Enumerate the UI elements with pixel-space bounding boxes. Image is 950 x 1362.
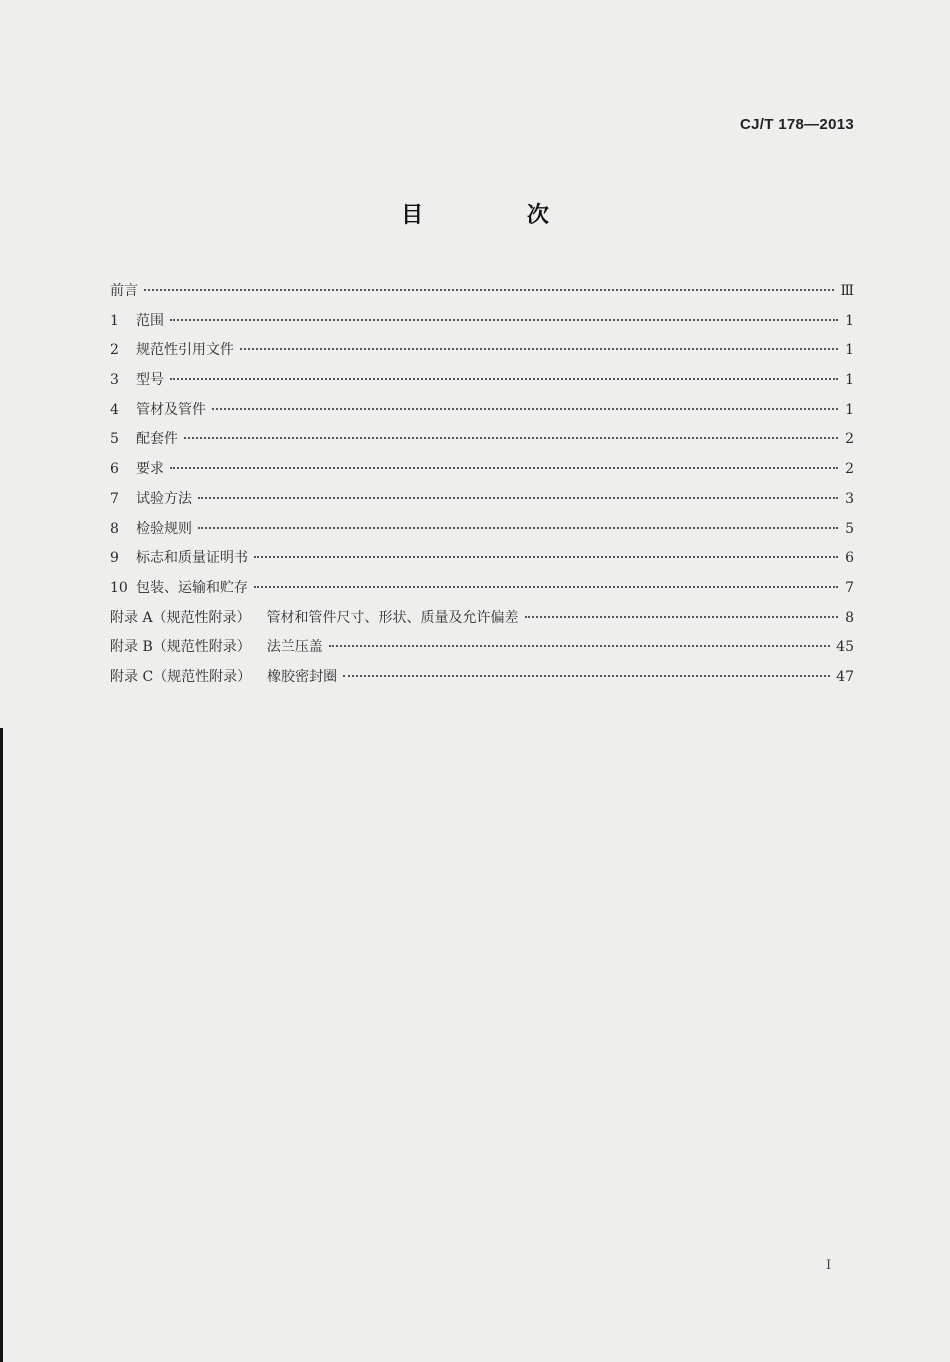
toc-entry-title: 附录 C（规范性附录） (110, 668, 252, 685)
toc-entry-number: 5 (110, 431, 119, 448)
toc-entry-title: 规范性引用文件 (136, 342, 234, 359)
toc-entry-page: Ⅲ (840, 283, 854, 299)
toc-entry-number: 6 (110, 461, 119, 478)
toc-entry-number: 3 (110, 372, 119, 389)
toc-entry[interactable] (110, 458, 854, 488)
toc-entry[interactable] (110, 339, 854, 369)
toc-entry[interactable] (110, 547, 854, 577)
toc-entry-title: 试验方法 (136, 490, 192, 507)
toc-entry[interactable] (110, 428, 854, 458)
toc-entry-page: 6 (845, 550, 854, 567)
toc-entry-number: 9 (110, 550, 119, 567)
toc-entry-page: 1 (845, 312, 854, 329)
toc-entry-page: 2 (845, 461, 854, 478)
toc-entry-title: 检验规则 (136, 520, 192, 537)
toc-entry-page: 3 (845, 490, 854, 507)
toc-entry[interactable] (110, 280, 854, 310)
toc-entry-subtitle: 橡胶密封圈 (267, 668, 338, 685)
toc-title: 目 次 (401, 203, 597, 228)
toc-entry-title: 包装、运输和贮存 (136, 579, 248, 596)
toc-entry-page: 1 (845, 401, 854, 418)
toc-leader-dots (254, 556, 838, 558)
toc-entry-page: 47 (836, 668, 854, 685)
toc-entry-title: 要求 (136, 461, 164, 478)
toc-entry[interactable] (110, 636, 854, 666)
toc-entry-title: 型号 (136, 372, 164, 389)
scan-edge (0, 728, 3, 1362)
toc-entry-title: 附录 B（规范性附录） (110, 639, 251, 656)
toc-entry[interactable] (110, 399, 854, 429)
toc-entry-number: 8 (110, 520, 119, 537)
toc-leader-dots (254, 586, 838, 588)
toc-entry-page: 2 (845, 431, 854, 448)
toc-entry-page: 8 (845, 609, 854, 626)
toc-entry-number: 4 (110, 401, 119, 418)
toc-entry-title: 前言 (110, 283, 138, 299)
toc-leader-dots (240, 348, 838, 350)
standard-code: CJ/T 178—2013 (740, 116, 854, 133)
toc-entry-page: 45 (836, 639, 854, 656)
toc-entry[interactable] (110, 577, 854, 607)
toc-entry-number: 1 (110, 312, 119, 329)
toc-leader-dots (198, 527, 838, 529)
toc-leader-dots (329, 645, 830, 647)
toc-entry-title: 附录 A（规范性附录） (110, 609, 251, 626)
toc-leader-dots (212, 408, 838, 410)
toc-entry-title: 范围 (136, 312, 164, 329)
toc-entry-number: 7 (110, 490, 119, 507)
toc-entry[interactable] (110, 488, 854, 518)
toc-leader-dots (144, 289, 834, 291)
toc-entry-page: 1 (845, 342, 854, 359)
toc-entry[interactable] (110, 369, 854, 399)
toc-entry-page: 5 (845, 520, 854, 537)
toc-entry-subtitle: 法兰压盖 (266, 639, 323, 656)
toc-entry-subtitle: 管材和管件尺寸、形状、质量及允许偏差 (266, 609, 519, 626)
toc-leader-dots (170, 467, 838, 469)
toc-entry[interactable] (110, 518, 854, 548)
toc-leader-dots (170, 319, 838, 321)
toc-leader-dots (170, 378, 838, 380)
toc-entry-page: 7 (845, 579, 854, 596)
toc-entry-number: 10 (110, 579, 128, 596)
toc-entry[interactable] (110, 666, 854, 696)
toc-entry[interactable] (110, 310, 854, 340)
toc-entry-title: 配套件 (136, 431, 178, 448)
toc-leader-dots (198, 497, 838, 499)
toc-leader-dots (184, 437, 838, 439)
toc-entry[interactable] (110, 607, 854, 637)
table-of-contents (110, 280, 854, 696)
toc-entry-title: 标志和质量证明书 (136, 550, 248, 567)
toc-entry-number: 2 (110, 342, 119, 359)
toc-leader-dots (525, 616, 838, 618)
toc-entry-page: 1 (845, 372, 854, 389)
toc-entry-title: 管材及管件 (136, 401, 206, 418)
page-number: I (826, 1258, 832, 1273)
toc-leader-dots (343, 675, 830, 677)
